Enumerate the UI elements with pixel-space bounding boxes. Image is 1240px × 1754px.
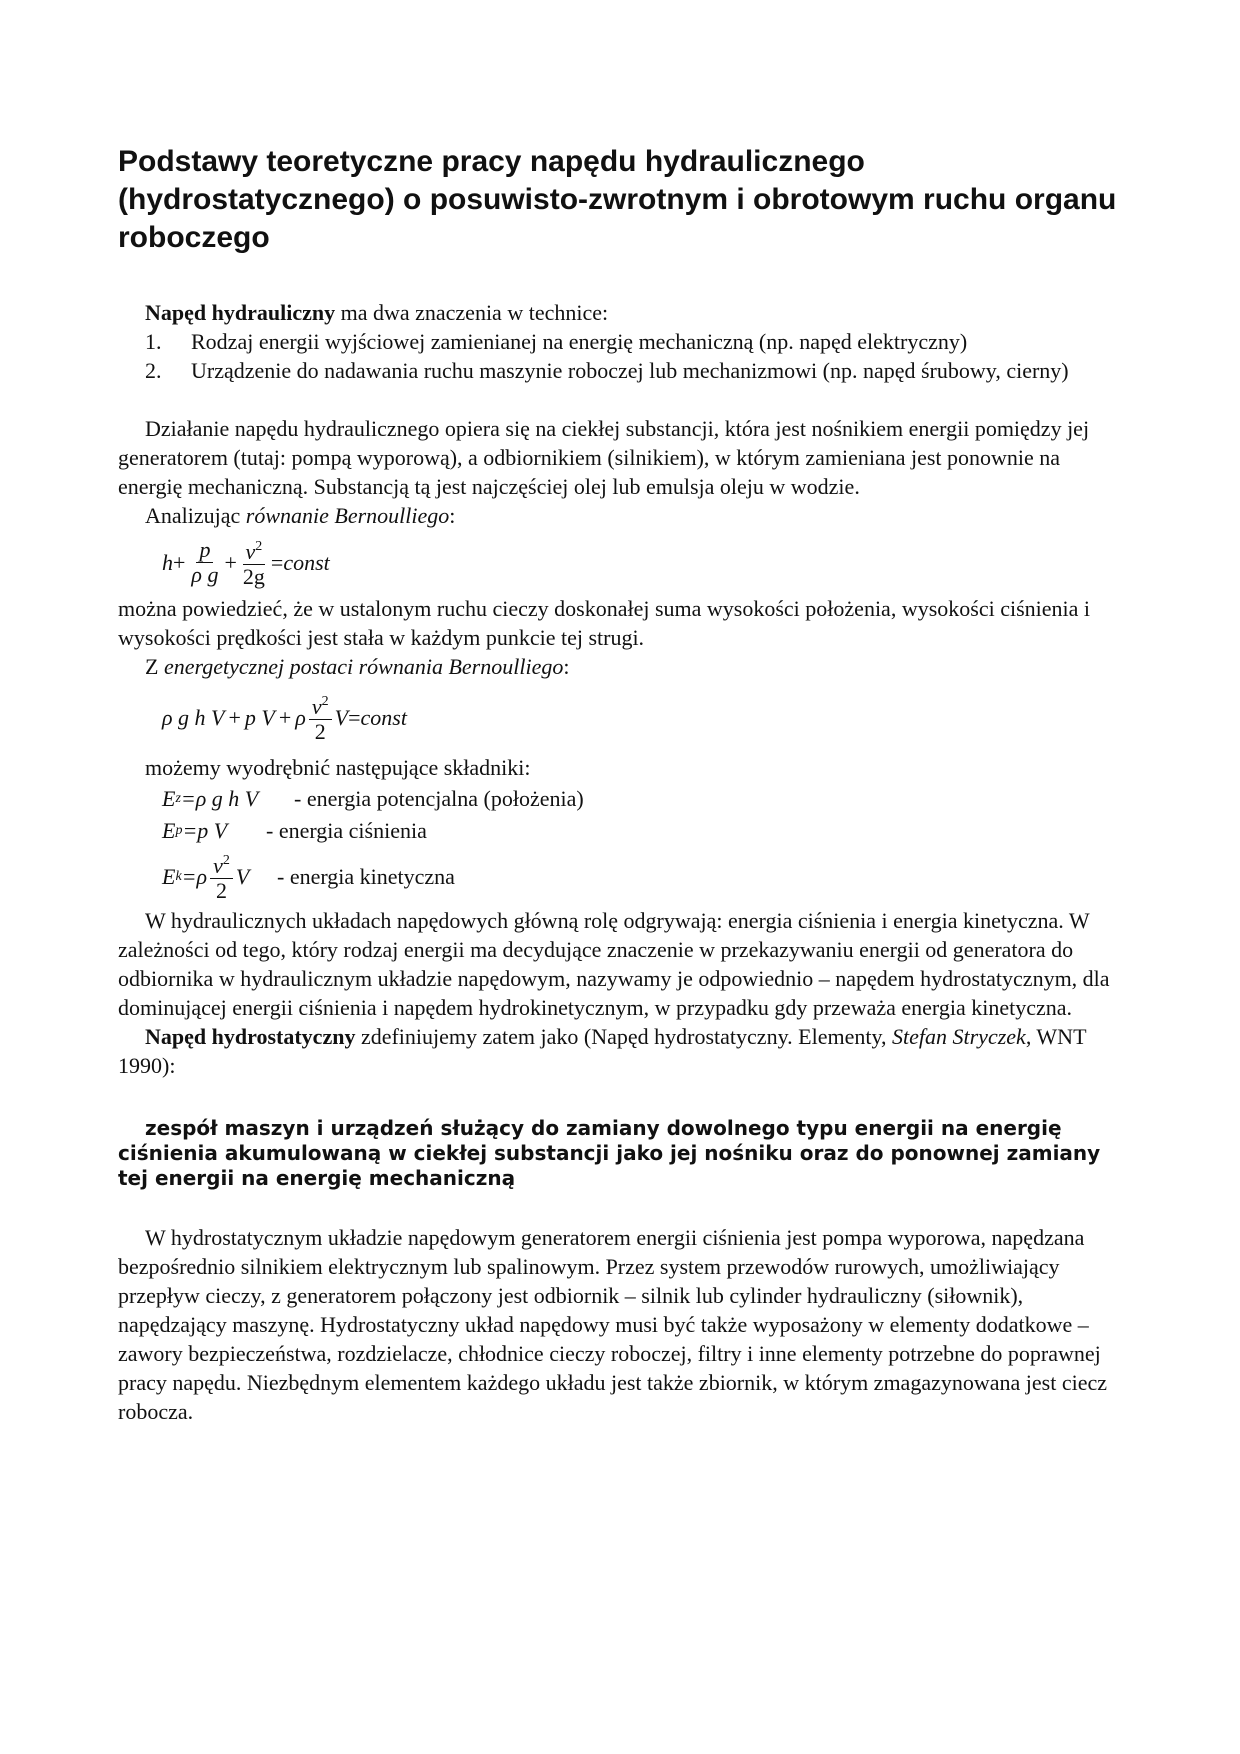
component-pressure-formula [162, 816, 266, 845]
energy-form-intro [118, 652, 1128, 681]
intro-text: ma dwa znaczenia w technice: [335, 300, 609, 325]
eq1-fraction-velocity [240, 535, 268, 589]
eq2-rho: ρ [295, 704, 306, 730]
eq2-V: V [334, 704, 349, 730]
eq2-square: 2 [321, 694, 329, 709]
component-pressure [118, 814, 1128, 846]
definition-intro [118, 1022, 1128, 1080]
paragraph-1: Działanie napędu hydraulicznego opiera się na ciekłej substancji, która jest nośnikiem energii pomiędzy jej generatorem (tutaj: pompą wyporową), a odbiornikiem (silnikiem), w którym zamieniana jest ponownie na energię mechaniczną. Substancją tą jest najczęściej olej lub emulsja oleju w wodzie. [118, 416, 1090, 499]
definition-statement: zespół maszyn i urządzeń służący do zamiany dowolnego typu energii na energię ciśnienia akumulowaną w ciekłej substancji jako jej nośniku oraz do ponownej zamiany tej energii na energię mechaniczną [118, 1116, 1101, 1190]
bernoulli-intro [118, 501, 1128, 530]
component-E: E [162, 863, 176, 889]
definition-author: Stefan Stryczek [892, 1024, 1026, 1049]
list-item-number: 1. [145, 329, 162, 354]
component-kinetic [118, 846, 1128, 906]
eq2-denominator-2: 2 [314, 719, 326, 744]
list-item-text: Urządzenie do nadawania ruchu maszynie roboczej lub mechanizmowi (np. napęd śrubowy, cierny) [191, 358, 1069, 383]
eq1-h: h [162, 549, 173, 575]
paragraph-3: W hydraulicznych układach napędowych główną rolę odgrywają: energia ciśnienia i energia kinetyczna. W zależności od tego, który rodzaj energii ma decydujące znaczenie w przekazywaniu energii od generatora do odbiornika w hydraulicznym układzie napędowym, nazywamy je odpowiednio – napędem hydrostatycznym, dla dominującej energii ciśnienia i napędem hydrokinetycznym, w przypadku gdy przeważa energia kinetyczna. [118, 908, 1110, 1020]
energy-tail: : [563, 654, 570, 679]
component-kinetic-fraction [210, 849, 233, 903]
eq1-numerator-p: p [196, 538, 213, 563]
eq2-const: const [360, 704, 407, 730]
component-potential [118, 782, 1128, 814]
intro-term: Napęd hydrauliczny [145, 300, 336, 325]
eq1-equals: = [270, 549, 284, 575]
component-subscript: z [175, 790, 181, 806]
eq2-numerator-v2 [309, 690, 332, 720]
eq1-denominator-rho-g: ρ g [191, 561, 219, 587]
paragraph-4: W hydrostatycznym układzie napędowym generatorem energii ciśnienia jest pompa wyporowa, napędzana bezpośrednio silnikiem elektrycznym lub spalinowym. Przez system przewodów rurowych, umożliwiający przepływ cieczy, z generatorem połączony jest odbiornik – silnik lub cylinder hydrauliczny (siłownik), napędzający maszynę. Hydrostatyczny układ napędowy musi być także wyposażony w elementy dodatkowe – zawory bezpieczeństwa, rozdzielacze, chłodnice cieczy roboczej, filtry i inne elementy potrzebne do poprawnej pracy napędu. Niezbędnym elementem każdego układu jest także zbiornik, w którym zmagazynowana jest ciecz robocza. [118, 1225, 1107, 1424]
eq2-plus-2: + [278, 704, 292, 730]
eq2-term-b: p V [244, 704, 275, 730]
component-kinetic-denominator: 2 [215, 878, 227, 903]
definition-term: Napęd hydrostatyczny [145, 1024, 356, 1049]
component-expr: =ρ g h V [180, 785, 259, 811]
bernoulli-term: równanie Bernoulliego [245, 503, 450, 528]
eq1-const: const [283, 549, 330, 575]
component-E: E [162, 817, 176, 843]
eq1-numerator-v2 [243, 535, 266, 565]
list-item-number: 2. [145, 358, 162, 383]
eq2-equals: = [348, 704, 361, 730]
component-kinetic-formula [162, 849, 277, 903]
energy-lead: Z [145, 654, 164, 679]
eq2-term-a: ρ g h V [162, 704, 225, 730]
component-desc: - energia potencjalna (położenia) [294, 785, 584, 811]
eq1-square: 2 [255, 539, 263, 554]
document-body [118, 298, 1128, 1426]
equation-bernoulli [118, 530, 1128, 594]
bernoulli-lead: Analizując [145, 503, 246, 528]
component-kinetic-numerator [210, 849, 233, 879]
equation-energy [118, 681, 1128, 753]
eq1-denominator-2g: 2g [242, 564, 265, 589]
component-kinetic-V: V [235, 863, 250, 889]
component-subscript: p [175, 822, 183, 838]
component-kinetic-square: 2 [222, 853, 230, 868]
component-E: E [162, 785, 176, 811]
component-potential-formula [162, 784, 294, 813]
page-title: Podstawy teoretyczne pracy napędu hydraulicznego (hydrostatycznego) o posuwisto-zwrotnym i obrotowym ruchu organu roboczego [118, 145, 1117, 254]
list-item [118, 356, 1128, 385]
component-subscript: k [175, 868, 182, 884]
eq1-fraction-pressure [188, 538, 221, 587]
definition-rest: zdefiniujemy zatem jako (Napęd hydrostatyczny. Elementy, [355, 1024, 893, 1049]
eq2-plus: + [228, 704, 241, 730]
list-item [118, 327, 1128, 356]
energy-term: energetycznej postaci równania Bernoulliego [163, 654, 564, 679]
component-expr: =p V [182, 817, 228, 843]
list-item-text: Rodzaj energii wyjściowej zamienianej na energię mechaniczną (np. napęd elektryczny) [191, 329, 968, 354]
definition-tail: , WNT 1990): [118, 1024, 1087, 1078]
component-kinetic-v: v [213, 853, 223, 878]
eq1-plus-2: + [224, 549, 237, 575]
components-intro: możemy wyodrębnić następujące składniki: [145, 755, 531, 780]
intro-paragraph [118, 298, 1128, 327]
component-desc: - energia ciśnienia [266, 817, 427, 843]
component-desc: - energia kinetyczna [277, 863, 455, 889]
eq2-v: v [311, 694, 322, 719]
eq2-fraction-velocity [309, 690, 332, 744]
component-expr: =ρ [181, 863, 208, 889]
bernoulli-tail: : [449, 503, 456, 528]
eq1-v: v [245, 539, 256, 564]
eq1-plus: + [173, 549, 186, 575]
paragraph-2: można powiedzieć, że w ustalonym ruchu cieczy doskonałej suma wysokości położenia, wysokości ciśnienia i wysokości prędkości jest stała w każdym punkcie tej strugi. [118, 596, 1091, 650]
